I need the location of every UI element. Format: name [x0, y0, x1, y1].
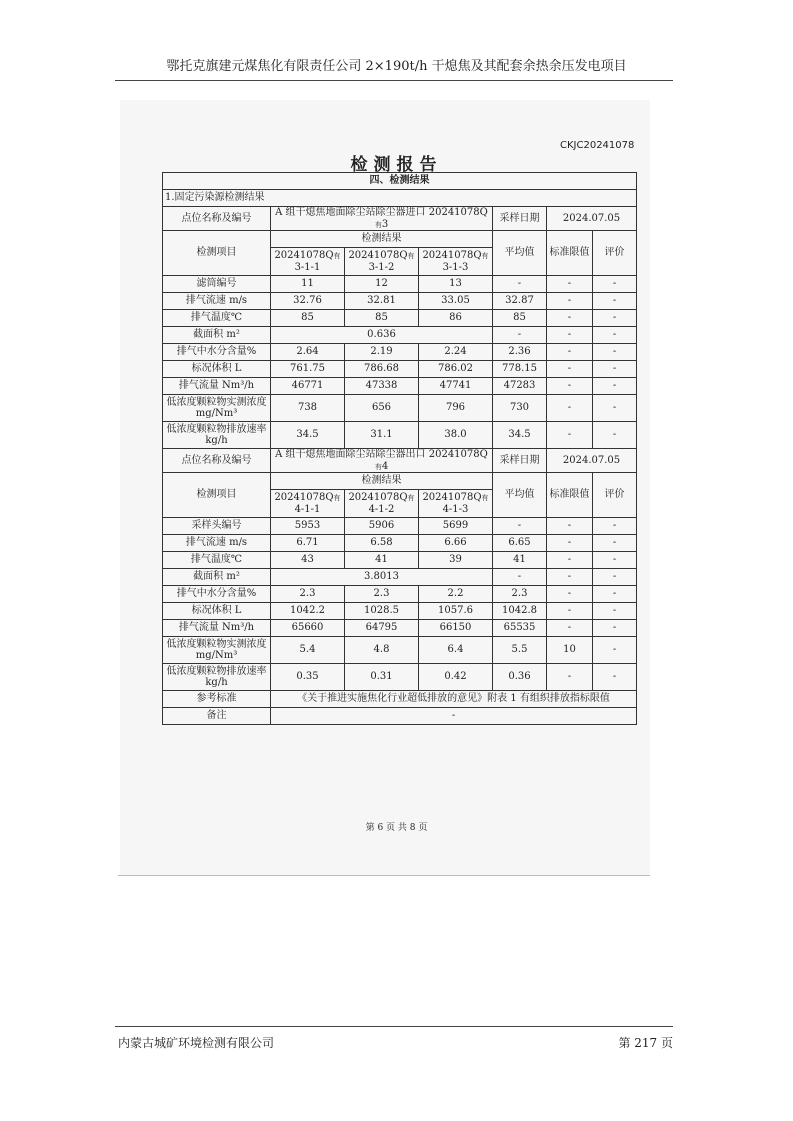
eval-value: - — [593, 422, 637, 449]
avg-value: - — [493, 327, 547, 344]
table-row — [163, 473, 637, 490]
result-value: 2.3 — [271, 586, 345, 603]
sample-id-number: 3-1-3 — [442, 261, 469, 273]
item-name — [163, 378, 271, 395]
eval-value: - — [593, 361, 637, 378]
result-value: 2.3 — [345, 586, 419, 603]
avg-value: 0.36 — [493, 664, 547, 691]
result-value: 786.68 — [345, 361, 419, 378]
location-subscript: 有 — [374, 220, 382, 229]
eval-value: - — [593, 586, 637, 603]
result-value: 0.35 — [271, 664, 345, 691]
col-results-header: 检测结果 — [271, 231, 493, 248]
result-value: 65660 — [271, 620, 345, 637]
section-title: 四、检测结果 — [163, 173, 637, 190]
col-eval-header: 评价 — [593, 473, 637, 518]
item-name — [163, 569, 271, 586]
sample-id-main: 20241078Q — [274, 250, 334, 261]
sample-id-main: 20241078Q — [348, 492, 408, 503]
result-value: 738 — [271, 395, 345, 422]
result-value: 2.19 — [345, 344, 419, 361]
result-value: 1057.6 — [419, 603, 493, 620]
table-row — [163, 449, 637, 473]
std-value: 10 — [547, 637, 593, 664]
item-name — [163, 620, 271, 637]
sample-id — [271, 490, 345, 518]
header-rule — [115, 80, 673, 81]
page-header: 鄂托克旗建元煤焦化有限责任公司 2×190t/h 干熄焦及其配套余热余压发电项目 — [166, 59, 627, 74]
item-name-text: 排气中水分含量% — [176, 346, 257, 358]
reference-text: 《关于推进实施焦化行业超低排放的意见》附表 1 有组织排放指标限值 — [271, 691, 637, 708]
table-row — [163, 586, 637, 603]
result-value: 85 — [271, 310, 345, 327]
eval-value: - — [593, 637, 637, 664]
eval-value: - — [593, 293, 637, 310]
result-value: 0.42 — [419, 664, 493, 691]
sample-id — [419, 248, 493, 276]
location-subscript: 有 — [374, 462, 382, 471]
eval-value: - — [593, 327, 637, 344]
item-unit: mg/Nm³ — [195, 408, 238, 419]
result-value: 5906 — [345, 518, 419, 535]
result-value: 5.4 — [271, 637, 345, 664]
result-value: 46771 — [271, 378, 345, 395]
sample-id-subscript: 有 — [407, 252, 415, 260]
result-value: 786.02 — [419, 361, 493, 378]
avg-value: 5.5 — [493, 637, 547, 664]
result-value: 5699 — [419, 518, 493, 535]
std-value: - — [547, 535, 593, 552]
col-std-header: 标准限值 — [547, 473, 593, 518]
table-row — [163, 190, 637, 207]
table-row — [163, 603, 637, 620]
std-value: - — [547, 327, 593, 344]
avg-value: 730 — [493, 395, 547, 422]
footer-rule — [115, 1026, 673, 1027]
item-unit: kg/h — [205, 435, 228, 446]
item-name-text: 低浓度颗粒物排放速率 — [166, 423, 267, 435]
table-row — [163, 637, 637, 664]
std-value: - — [547, 552, 593, 569]
eval-value: - — [593, 603, 637, 620]
result-value: 32.76 — [271, 293, 345, 310]
merged-value: 3.8013 — [271, 569, 493, 586]
result-value: 47338 — [345, 378, 419, 395]
result-value: 13 — [419, 276, 493, 293]
sample-id-subscript: 有 — [481, 252, 489, 260]
sample-id-main: 20241078Q — [422, 492, 482, 503]
result-value: 6.4 — [419, 637, 493, 664]
item-name — [163, 422, 271, 449]
sample-id-number: 4-1-2 — [368, 503, 395, 515]
result-value: 761.75 — [271, 361, 345, 378]
result-value: 11 — [271, 276, 345, 293]
std-value: - — [547, 378, 593, 395]
item-name — [163, 664, 271, 691]
result-value: 39 — [419, 552, 493, 569]
table-row — [163, 378, 637, 395]
inner-page-number: 第 6 页 共 8 页 — [365, 823, 428, 833]
std-value: - — [547, 586, 593, 603]
avg-value: - — [493, 569, 547, 586]
table-row — [163, 231, 637, 248]
avg-value: 85 — [493, 310, 547, 327]
footer-page: 第 217 页 — [618, 1036, 673, 1050]
location-label: 点位名称及编号 — [163, 207, 271, 231]
result-value: 1042.2 — [271, 603, 345, 620]
sample-id-subscript: 有 — [481, 494, 489, 502]
table-row — [163, 173, 637, 190]
avg-value: - — [493, 518, 547, 535]
col-eval-header: 评价 — [593, 231, 637, 276]
table-row — [163, 395, 637, 422]
table-row — [163, 361, 637, 378]
result-value: 43 — [271, 552, 345, 569]
avg-value: 34.5 — [493, 422, 547, 449]
avg-value: 47283 — [493, 378, 547, 395]
table-row — [163, 620, 637, 637]
result-value: 85 — [345, 310, 419, 327]
eval-value: - — [593, 310, 637, 327]
result-value: 796 — [419, 395, 493, 422]
date-label: 采样日期 — [493, 449, 547, 473]
item-name-text: 排气流量 Nm³/h — [178, 622, 255, 634]
avg-value: 65535 — [493, 620, 547, 637]
table-row — [163, 327, 637, 344]
sample-id — [345, 248, 419, 276]
std-value: - — [547, 276, 593, 293]
report-number: CKJC20241078 — [560, 140, 635, 151]
item-name — [163, 293, 271, 310]
item-name — [163, 637, 271, 664]
report-title: 检测报告 — [350, 155, 443, 175]
merged-value: 0.636 — [271, 327, 493, 344]
col-results-header: 检测结果 — [271, 473, 493, 490]
col-item-header: 检测项目 — [163, 231, 271, 276]
eval-value: - — [593, 344, 637, 361]
item-name — [163, 603, 271, 620]
result-value: 31.1 — [345, 422, 419, 449]
eval-value: - — [593, 569, 637, 586]
table-row — [163, 664, 637, 691]
table-row — [163, 535, 637, 552]
avg-value: 6.65 — [493, 535, 547, 552]
std-value: - — [547, 518, 593, 535]
result-value: 34.5 — [271, 422, 345, 449]
sample-id-number: 3-1-1 — [294, 261, 321, 273]
col-avg-header: 平均值 — [493, 473, 547, 518]
table-row — [163, 691, 637, 708]
std-value: - — [547, 293, 593, 310]
item-name-text: 排气流量 Nm³/h — [178, 380, 255, 392]
result-value: 2.64 — [271, 344, 345, 361]
sample-id-subscript: 有 — [407, 494, 415, 502]
location-number: 3 — [381, 218, 389, 230]
result-value: 6.71 — [271, 535, 345, 552]
eval-value: - — [593, 620, 637, 637]
item-name — [163, 361, 271, 378]
result-value: 2.24 — [419, 344, 493, 361]
eval-value: - — [593, 535, 637, 552]
scan-edge — [118, 875, 650, 876]
avg-value: 1042.8 — [493, 603, 547, 620]
item-name-text: 滤筒编号 — [196, 278, 237, 290]
table-row — [163, 552, 637, 569]
location-label: 点位名称及编号 — [163, 449, 271, 473]
item-name — [163, 552, 271, 569]
avg-value: 2.3 — [493, 586, 547, 603]
std-value: - — [547, 569, 593, 586]
table-row — [163, 310, 637, 327]
result-value: 32.81 — [345, 293, 419, 310]
avg-value: 32.87 — [493, 293, 547, 310]
col-item-header: 检测项目 — [163, 473, 271, 518]
item-name-text: 排气中水分含量% — [176, 588, 257, 600]
location-number: 4 — [381, 460, 389, 472]
sample-id-subscript: 有 — [333, 252, 341, 260]
std-value: - — [547, 395, 593, 422]
date-value: 2024.07.05 — [547, 207, 637, 231]
table-row — [163, 207, 637, 231]
table-row — [163, 344, 637, 361]
table-row — [163, 569, 637, 586]
result-value: 64795 — [345, 620, 419, 637]
sample-id — [419, 490, 493, 518]
result-value: 5953 — [271, 518, 345, 535]
item-name — [163, 535, 271, 552]
item-unit: mg/Nm³ — [195, 650, 238, 661]
sample-id-main: 20241078Q — [348, 250, 408, 261]
sample-id-main: 20241078Q — [274, 492, 334, 503]
item-name-text: 低浓度颗粒物排放速率 — [166, 665, 267, 677]
avg-value: 41 — [493, 552, 547, 569]
result-value: 41 — [345, 552, 419, 569]
col-std-header: 标准限值 — [547, 231, 593, 276]
item-name-text: 排气流速 m/s — [185, 295, 248, 307]
item-name — [163, 344, 271, 361]
item-unit: kg/h — [205, 677, 228, 688]
eval-value: - — [593, 552, 637, 569]
avg-value: - — [493, 276, 547, 293]
item-name — [163, 586, 271, 603]
table-row — [163, 422, 637, 449]
reference-label: 参考标准 — [163, 691, 271, 708]
sample-id-number: 4-1-3 — [442, 503, 469, 515]
result-value: 6.66 — [419, 535, 493, 552]
result-value: 86 — [419, 310, 493, 327]
sample-id-number: 3-1-2 — [368, 261, 395, 273]
sample-id-number: 4-1-1 — [294, 503, 321, 515]
std-value: - — [547, 603, 593, 620]
sample-id — [345, 490, 419, 518]
item-name-text: 排气温度℃ — [190, 554, 243, 566]
date-value: 2024.07.05 — [547, 449, 637, 473]
result-value: 6.58 — [345, 535, 419, 552]
std-value: - — [547, 620, 593, 637]
eval-value: - — [593, 664, 637, 691]
item-name-text: 排气温度℃ — [190, 312, 243, 324]
item-name-text: 采样头编号 — [191, 520, 242, 532]
eval-value: - — [593, 378, 637, 395]
std-value: - — [547, 361, 593, 378]
item-name — [163, 327, 271, 344]
item-name-text: 标况体积 L — [191, 605, 242, 617]
eval-value: - — [593, 395, 637, 422]
result-value: 47741 — [419, 378, 493, 395]
sample-id-main: 20241078Q — [422, 250, 482, 261]
std-value: - — [547, 310, 593, 327]
remark-text: - — [271, 708, 637, 725]
std-value: - — [547, 664, 593, 691]
footer-company: 内蒙古城矿环境检测有限公司 — [118, 1036, 275, 1050]
results-table — [162, 172, 637, 725]
table-row — [163, 708, 637, 725]
item-name-text: 标况体积 L — [191, 363, 242, 375]
eval-value: - — [593, 518, 637, 535]
avg-value: 778.15 — [493, 361, 547, 378]
avg-value: 2.36 — [493, 344, 547, 361]
item-name — [163, 518, 271, 535]
item-name — [163, 395, 271, 422]
remark-label: 备注 — [163, 708, 271, 725]
item-name-text: 排气流速 m/s — [185, 537, 248, 549]
table-row — [163, 276, 637, 293]
table-row — [163, 518, 637, 535]
sample-id — [271, 248, 345, 276]
result-value: 1028.5 — [345, 603, 419, 620]
item-name — [163, 276, 271, 293]
location-text: A 组干熄焦地面除尘站除尘器进口 20241078Q — [275, 207, 488, 218]
col-avg-header: 平均值 — [493, 231, 547, 276]
result-value: 66150 — [419, 620, 493, 637]
subsection-title: 1.固定污染源检测结果 — [163, 190, 637, 207]
date-label: 采样日期 — [493, 207, 547, 231]
result-value: 33.05 — [419, 293, 493, 310]
item-name-text: 截面积 m² — [193, 329, 240, 341]
eval-value: - — [593, 276, 637, 293]
item-name — [163, 310, 271, 327]
item-name-text: 低浓度颗粒物实测浓度 — [166, 396, 267, 408]
result-value: 0.31 — [345, 664, 419, 691]
result-value: 38.0 — [419, 422, 493, 449]
table-row — [163, 293, 637, 310]
location-value — [271, 449, 493, 473]
item-name-text: 截面积 m² — [193, 571, 240, 583]
result-value: 656 — [345, 395, 419, 422]
result-value: 4.8 — [345, 637, 419, 664]
std-value: - — [547, 344, 593, 361]
item-name-text: 低浓度颗粒物实测浓度 — [166, 638, 267, 650]
sample-id-subscript: 有 — [333, 494, 341, 502]
std-value: - — [547, 422, 593, 449]
location-text: A 组干熄焦地面除尘站除尘器出口 20241078Q — [275, 449, 488, 460]
result-value: 12 — [345, 276, 419, 293]
result-value: 2.2 — [419, 586, 493, 603]
location-value — [271, 207, 493, 231]
